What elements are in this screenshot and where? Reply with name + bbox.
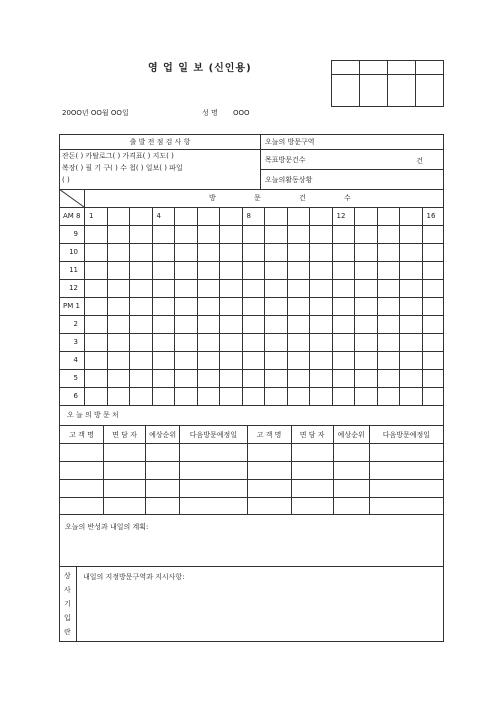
date-field: 20OO년 OO월 OO일	[62, 109, 129, 117]
visit-places-col-header: 다음방문예정일	[369, 426, 443, 444]
visit-places-cell[interactable]	[103, 480, 145, 498]
approval-cell[interactable]	[332, 75, 360, 107]
name-label: 성 명	[202, 109, 218, 117]
target-unit: 건	[416, 157, 423, 165]
supervisor-side-label	[59, 567, 77, 642]
visit-places-cell[interactable]	[180, 444, 247, 462]
visit-places-cell[interactable]	[146, 480, 180, 498]
approval-boxes	[331, 60, 444, 107]
target-cell[interactable]	[261, 150, 444, 170]
checklist-items[interactable]	[60, 150, 261, 190]
visit-places-cell[interactable]	[146, 444, 180, 462]
visit-places-cell[interactable]	[146, 498, 180, 515]
visits-grid	[59, 189, 444, 405]
visit-places-col-header: 다음방문예정일	[180, 426, 247, 444]
hour-label: 11	[69, 265, 78, 274]
area-cell[interactable]	[261, 135, 444, 150]
supervisor-side-char: 기	[64, 600, 71, 608]
visit-places-cell[interactable]	[369, 498, 443, 515]
visit-places-cell[interactable]	[247, 444, 291, 462]
visit-places-cell[interactable]	[180, 462, 247, 480]
visit-places-cell[interactable]	[369, 444, 443, 462]
visit-places-table	[59, 425, 444, 515]
supervisor-box	[59, 566, 444, 642]
supervisor-side-char: 란	[64, 628, 71, 636]
page-title: 영 업 일 보 (신인용)	[148, 63, 252, 74]
target-label: 목표방문건수	[265, 155, 306, 164]
visit-count-tick: 12	[336, 211, 346, 220]
approval-cell[interactable]	[388, 75, 416, 107]
visit-count-tick: 16	[426, 211, 436, 220]
visit-places-col-header: 면 담 자	[103, 426, 145, 444]
visit-places-col-header: 고 객 명	[247, 426, 291, 444]
visits-grid-svg	[59, 189, 444, 405]
visit-places-cell[interactable]	[60, 480, 104, 498]
reflection-box[interactable]	[59, 514, 444, 566]
visit-places-cell[interactable]	[247, 480, 291, 498]
approval-cell[interactable]	[332, 61, 360, 75]
supervisor-side-char: 상	[64, 572, 71, 580]
supervisor-side-char: 사	[64, 586, 71, 594]
visit-places-cell[interactable]	[333, 462, 369, 480]
visit-places-cell[interactable]	[146, 462, 180, 480]
visit-places-cell[interactable]	[180, 480, 247, 498]
hour-label: 12	[69, 283, 78, 292]
area-label: 오늘의 방문구역	[265, 138, 315, 146]
visit-count-tick: 1	[89, 211, 94, 220]
hour-label: 10	[69, 247, 78, 256]
visit-places-cell[interactable]	[369, 462, 443, 480]
approval-cell[interactable]	[360, 61, 388, 75]
visit-places-col-header: 예상순위	[333, 426, 369, 444]
supervisor-text: 내일의 지정방문구역과 지시사항:	[83, 573, 185, 581]
visit-places-col-header: 고 객 명	[60, 426, 104, 444]
visit-places-col-header: 예상순위	[146, 426, 180, 444]
checklist-line-2: 복장( ) 필 기 구( ) 수 첩( ) 일보( ) 파일	[62, 164, 183, 172]
visits-header-label: 방 문 건 수	[209, 194, 369, 202]
visit-count-tick: 4	[156, 211, 161, 220]
visit-places-cell[interactable]	[103, 444, 145, 462]
visit-places-cell[interactable]	[103, 462, 145, 480]
visit-count-tick: 8	[246, 211, 251, 220]
approval-cell[interactable]	[388, 61, 416, 75]
hour-label: 3	[73, 337, 78, 346]
approval-cell[interactable]	[416, 61, 444, 75]
hour-label: 6	[73, 391, 78, 400]
approval-cell[interactable]	[360, 75, 388, 107]
visit-places-cell[interactable]	[333, 498, 369, 515]
visit-places-cell[interactable]	[247, 462, 291, 480]
checklist-line-3: ( )	[62, 176, 70, 184]
visit-places-cell[interactable]	[291, 462, 333, 480]
hour-label: 2	[73, 319, 78, 328]
visit-places-cell[interactable]	[291, 498, 333, 515]
hour-label: PM 1	[63, 301, 80, 310]
visit-places-col-header: 면 담 자	[291, 426, 333, 444]
visit-places-cell[interactable]	[291, 480, 333, 498]
hour-label: AM 8	[63, 211, 81, 220]
visit-places-cell[interactable]	[333, 480, 369, 498]
approval-cell[interactable]	[416, 75, 444, 107]
visit-places-cell[interactable]	[247, 498, 291, 515]
status-cell[interactable]	[261, 170, 444, 190]
visit-places-cell[interactable]	[369, 480, 443, 498]
visit-places-cell[interactable]	[333, 444, 369, 462]
visit-places-cell[interactable]	[60, 498, 104, 515]
visit-places-heading: 오 늘 의 방 문 처	[59, 405, 444, 425]
hour-label: 5	[73, 373, 78, 382]
reflection-label: 오늘의 반성과 내일의 계획:	[65, 523, 149, 531]
visit-places-cell[interactable]	[180, 498, 247, 515]
hour-label: 4	[73, 355, 78, 364]
name-value: OOO	[233, 109, 250, 117]
checklist-line-1: 잔돈( ) 카탈로그( ) 가격표( ) 지도( )	[62, 152, 174, 160]
visit-places-cell[interactable]	[60, 462, 104, 480]
checklist-table	[59, 134, 444, 190]
grid-diagonal	[59, 189, 84, 207]
checklist-heading: 출 발 전 점 검 사 항	[60, 135, 261, 150]
visit-places-cell[interactable]	[103, 498, 145, 515]
visit-places-cell[interactable]	[60, 444, 104, 462]
hour-label: 9	[73, 229, 78, 238]
status-label: 오늘의활동상황	[265, 175, 313, 184]
visit-places-cell[interactable]	[291, 444, 333, 462]
supervisor-side-char: 입	[64, 614, 71, 622]
